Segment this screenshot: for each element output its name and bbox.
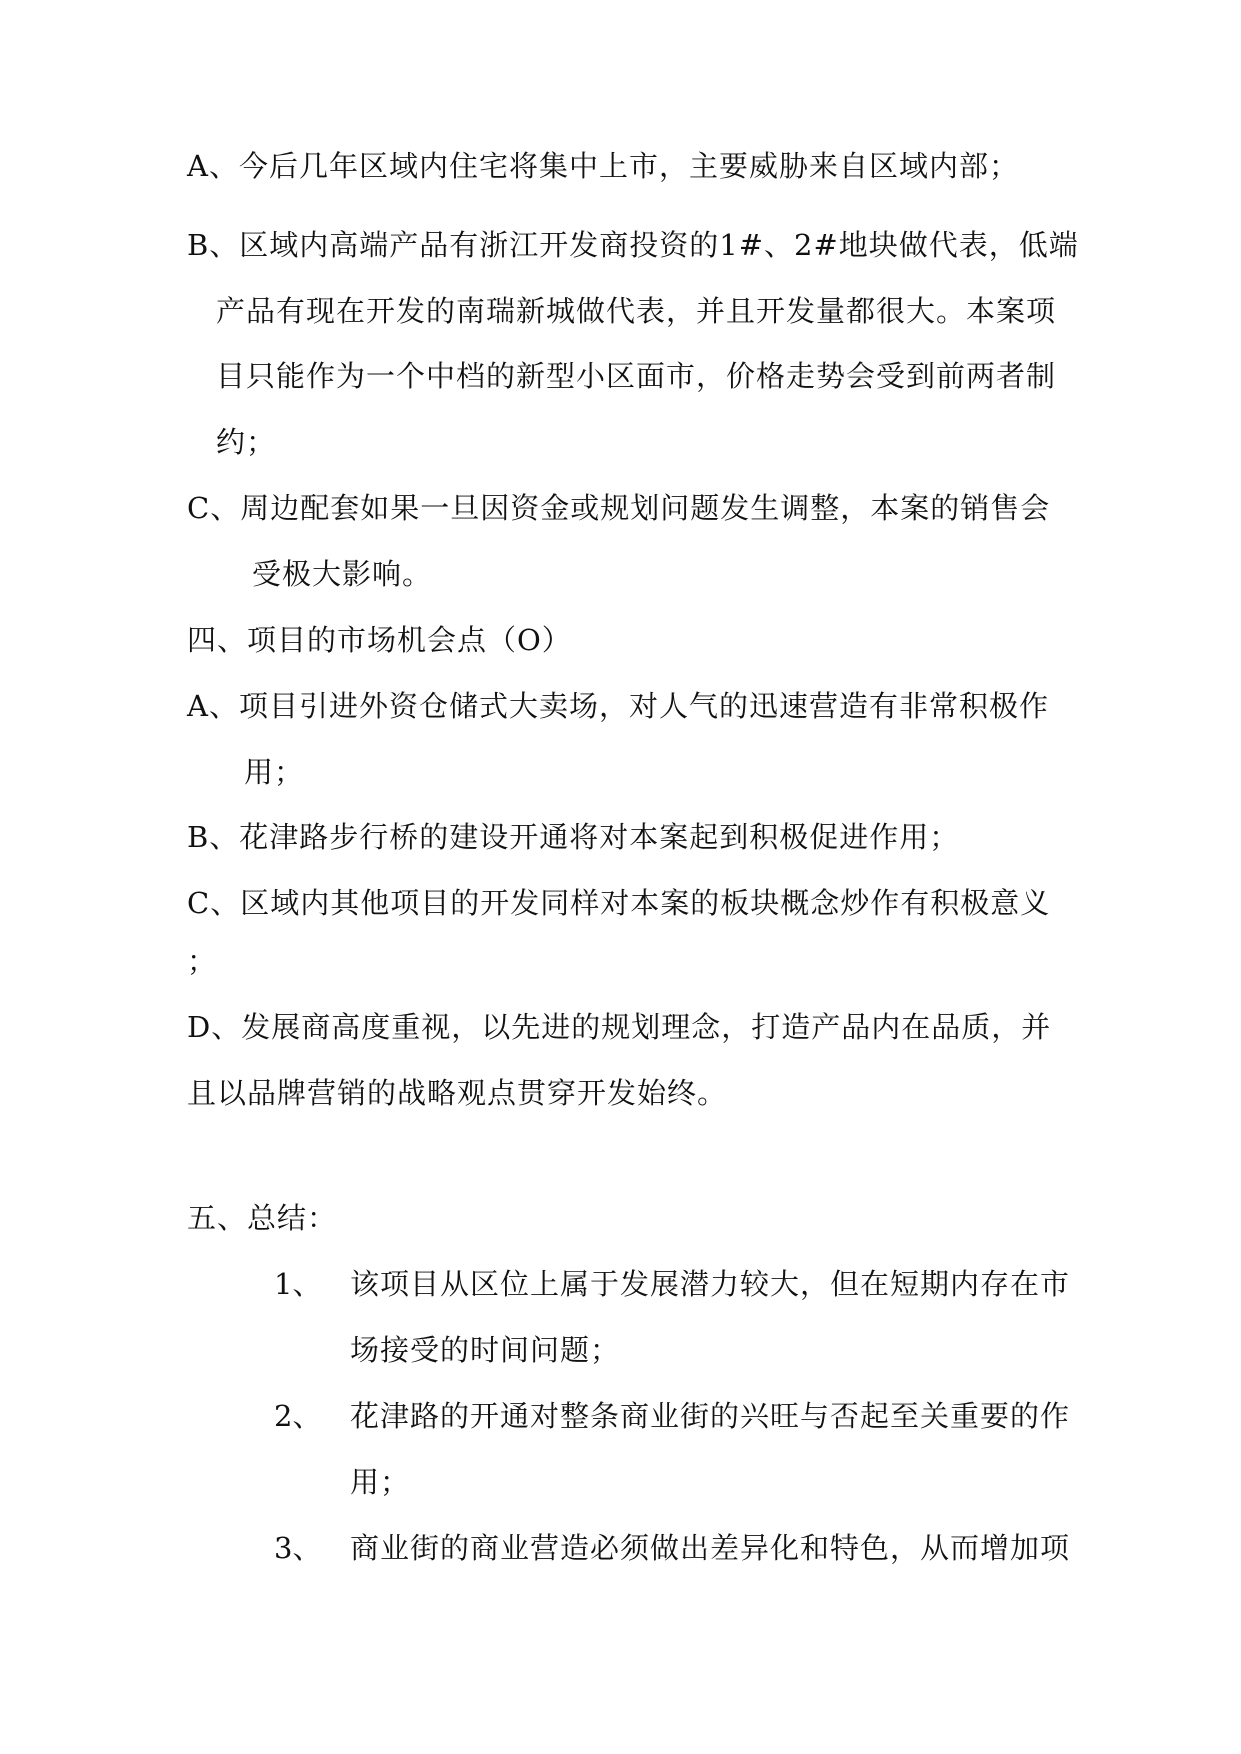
summary-item-line: 花津路的开通对整条商业街的兴旺与否起至关重要的作 — [350, 1399, 1071, 1433]
opportunity-item-d-line: 且以品牌营销的战略观点贯穿开发始终。 — [187, 1076, 728, 1110]
opportunity-item-d-line: D、发展商高度重视，以先进的规划理念，打造产品内在品质，并 — [187, 1010, 1052, 1044]
opportunity-item-a-line: A、项目引进外资仓储式大卖场，对人气的迅速营造有非常积极作 — [187, 689, 1049, 723]
section-heading-opportunities: 四、项目的市场机会点（O） — [187, 623, 572, 657]
summary-item-number: 1、 — [274, 1267, 322, 1301]
threat-item-a: A、今后几年区域内住宅将集中上市，主要威胁来自区域内部； — [187, 149, 1019, 183]
opportunity-item-b: B、花津路步行桥的建设开通将对本案起到积极促进作用； — [187, 820, 960, 854]
opportunity-item-c-line: C、区域内其他项目的开发同样对本案的板块概念炒作有积极意义 — [187, 886, 1051, 920]
section-heading-summary: 五、总结： — [187, 1201, 338, 1235]
summary-item-line: 商业街的商业营造必须做出差异化和特色，从而增加项 — [350, 1531, 1071, 1565]
threat-item-b-line: 约； — [216, 425, 277, 459]
summary-item-line: 场接受的时间问题； — [350, 1333, 621, 1367]
threat-item-c-line: C、周边配套如果一旦因资金或规划问题发生调整，本案的销售会 — [187, 491, 1051, 525]
summary-item-number: 3、 — [274, 1531, 322, 1565]
threat-item-b-line: 目只能作为一个中档的新型小区面市，价格走势会受到前两者制 — [216, 359, 1057, 393]
threat-item-b-line: B、区域内高端产品有浙江开发商投资的1#、2#地块做代表，低端 — [187, 228, 1079, 262]
summary-item-line: 用； — [350, 1465, 411, 1499]
opportunity-item-c-line: ； — [187, 944, 218, 978]
threat-item-c-line: 受极大影响。 — [252, 557, 433, 591]
summary-item-line: 该项目从区位上属于发展潜力较大，但在短期内存在市 — [350, 1267, 1071, 1301]
threat-item-b-line: 产品有现在开发的南瑞新城做代表，并且开发量都很大。本案项 — [216, 294, 1057, 328]
opportunity-item-a-line: 用； — [244, 755, 305, 789]
summary-item-number: 2、 — [274, 1399, 322, 1433]
